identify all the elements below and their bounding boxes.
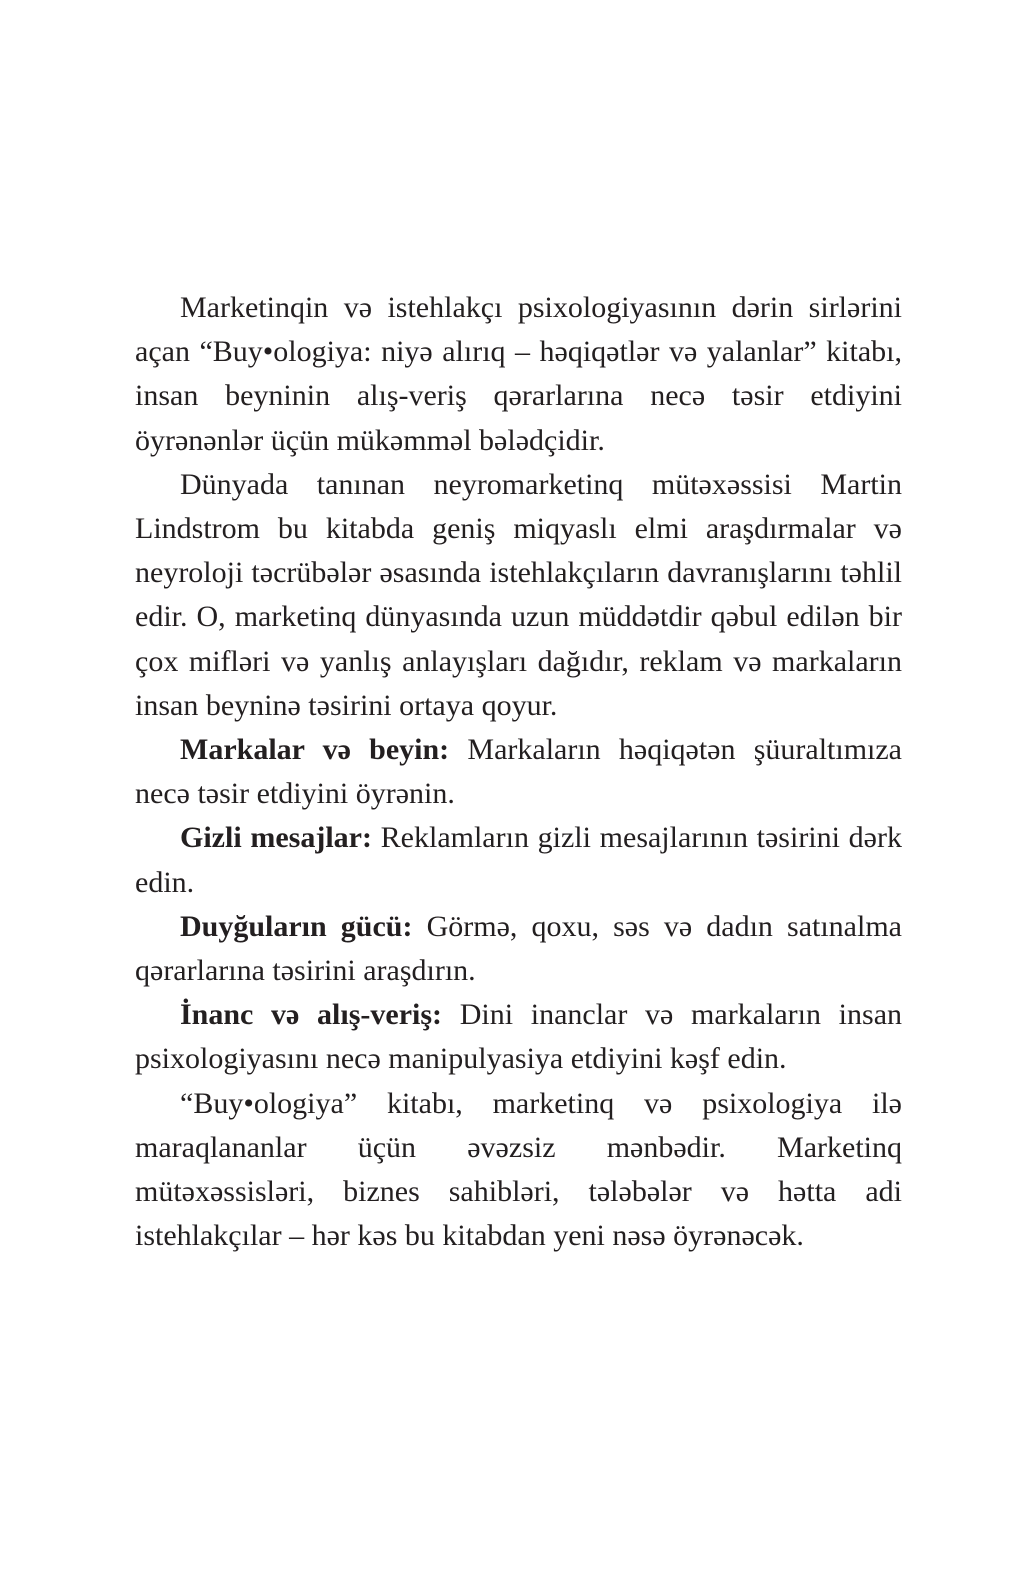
paragraph-closing <box>135 1082 902 1259</box>
paragraph-hidden-messages <box>135 816 902 904</box>
paragraph-text: Dünyada tanınan neyromarketinq mütəxəssisi Martin Lindstrom bu kitabda geniş miqyaslı elmi araşdırmalar və neyroloji təcrübələr əsasında istehlakçıların davranışlarını təhlil edir. O, marketinq dünyasında uzun müddətdir qəbul edilən bir çox mifləri və yanlış anlayışları dağıdır, reklam və markaların insan beyninə təsirini ortaya qoyur. <box>135 467 902 722</box>
paragraph-text: Marketinqin və istehlakçı psixologiyasının dərin sirlərini açan “Buy•ologiya: niyə alırıq – həqiqətlər və yalanlar” kitabı, insan beyninin alış-veriş qərarlarına necə təsir etdiyini öyrənənlər üçün mükəmməl bələdçidir. <box>135 291 902 457</box>
paragraph-intro <box>135 286 902 463</box>
paragraph-belief <box>135 993 902 1081</box>
body-text <box>135 286 902 1258</box>
paragraph-author <box>135 463 902 728</box>
paragraph-text: Görmə, qoxu, səs və dadın satınalma qərarlarına təsirini araşdırın. <box>135 909 902 988</box>
paragraph-text: Reklamların gizli mesajlarının təsirini dərk edin. <box>135 821 902 899</box>
paragraph-lead: Duyğuların gücü: <box>180 909 413 943</box>
paragraph-lead: İnanc və alış-veriş: <box>180 998 443 1032</box>
paragraph-text: Dini inanclar və markaların insan psixologiyasını necə manipulyasiya etdiyini kəşf edin. <box>135 998 903 1076</box>
paragraph-lead: Markalar və beyin: <box>180 733 450 767</box>
paragraph-text: “Buy•ologiya” kitabı, marketinq və psixologiya ilə maraqlananlar üçün əvəzsiz mənbədir. Marketinq mütəxəssisləri, biznes sahibləri, tələbələr və hətta adi istehlakçılar – hər kəs bu kitabdan yeni nəsə öyrənəcək. <box>135 1086 902 1253</box>
paragraph-lead: Gizli mesajlar: <box>180 821 372 855</box>
paragraph-text: Markaların həqiqətən şüuraltımıza necə təsir etdiyini öyrənin. <box>135 733 902 811</box>
paragraph-brands-brain <box>135 728 902 816</box>
paragraph-senses <box>135 905 902 993</box>
